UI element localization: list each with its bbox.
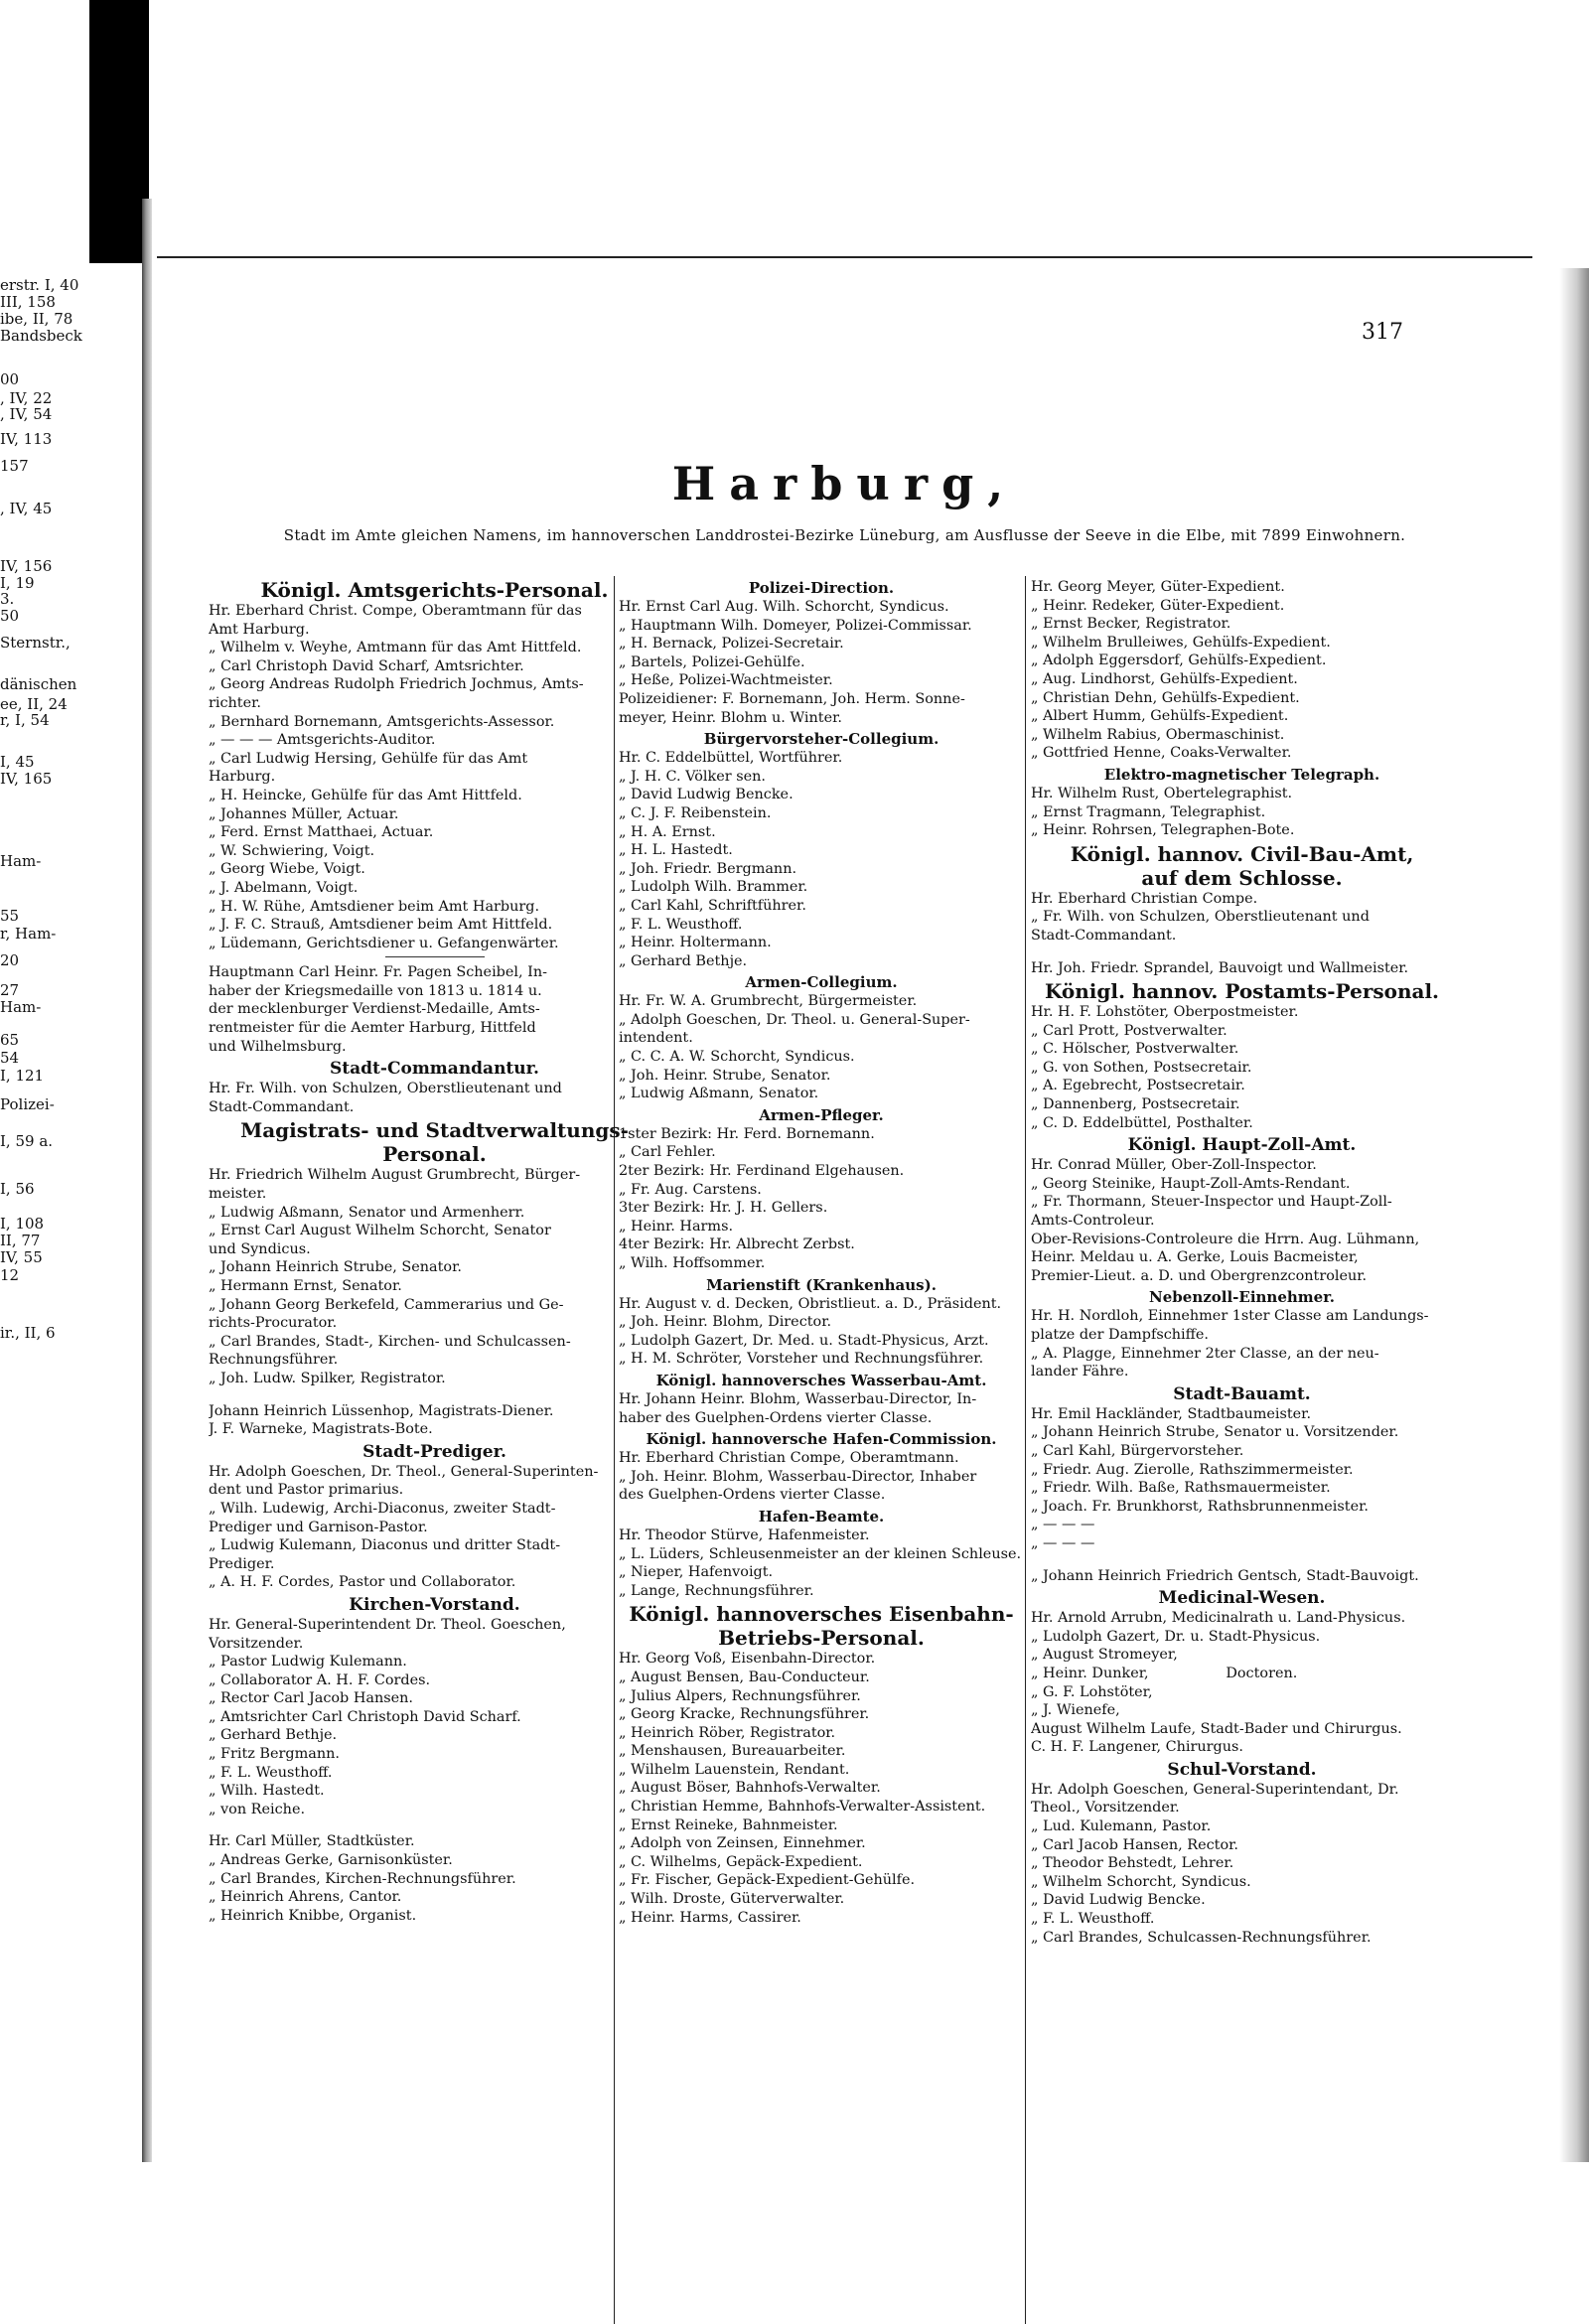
directory-entry: „ A. Egebrecht, Postsecretair. (1031, 1078, 1245, 1094)
directory-entry: „ A. H. F. Cordes, Pastor und Collaborator. (209, 1574, 516, 1591)
column-divider (1025, 576, 1026, 2324)
directory-entry: „ Heinr. Redeker, Güter-Expedient. (1031, 597, 1285, 614)
directory-entry: „ Lüdemann, Gerichtsdiener u. Gefangenwärter. (209, 935, 559, 951)
directory-entry: August Wilhelm Laufe, Stadt-Bader und Chirurgus. (1031, 1720, 1402, 1737)
directory-entry: „ Carl Prott, Postverwalter. (1031, 1022, 1228, 1039)
directory-entry: „ Johann Heinrich Strube, Senator. (209, 1259, 462, 1276)
facing-page-fragment: I, 121 (0, 1067, 45, 1085)
directory-entry: meyer, Heinr. Blohm u. Winter. (619, 709, 842, 726)
directory-entry: Hr. Fr. W. A. Grumbrecht, Bürgermeister. (619, 993, 918, 1010)
section-heading: Bürgervorsteher-Collegium. (703, 730, 939, 749)
directory-entry: „ Adolph Eggersdorf, Gehülfs-Expedient. (1031, 653, 1327, 669)
directory-entry: „ Joh. Heinr. Blohm, Wasserbau-Director, Inhaber (619, 1468, 977, 1485)
section-heading: Medicinal-Wesen. (1158, 1588, 1326, 1609)
section-heading: Hafen-Beamte. (758, 1507, 885, 1525)
facing-page-fragment: ee, II, 24 (0, 695, 68, 713)
directory-entry: des Guelphen-Ordens vierter Classe. (619, 1487, 886, 1504)
directory-entry: „ Dannenberg, Postsecretair. (1031, 1096, 1240, 1113)
facing-page-fragment: I, 56 (0, 1180, 35, 1198)
facing-page-fragment: IV, 165 (0, 770, 53, 788)
section-heading: Marienstift (Krankenhaus). (706, 1275, 937, 1294)
directory-entry: Ober-Revisions-Controleure die Hrrn. Aug. Lühmann, (1031, 1231, 1420, 1247)
section-heading: Königl. Amtsgerichts-Personal. (260, 578, 609, 602)
directory-entry: „ David Ludwig Bencke. (1031, 1892, 1206, 1909)
facing-page-fragment: I, 108 (0, 1215, 45, 1233)
facing-page-fragment: 20 (0, 951, 20, 969)
directory-entry: „ Fr. Thormann, Steuer-Inspector und Haupt-Zoll- (1031, 1194, 1392, 1211)
directory-entry: „ Carl Jacob Hansen, Rector. (1031, 1836, 1238, 1853)
directory-entry: „ Heinr. Holtermann. (619, 935, 772, 951)
directory-entry: „ F. L. Weusthoff. (1031, 1911, 1155, 1928)
section-heading: Nebenzoll-Einnehmer. (1149, 1288, 1335, 1307)
directory-section (1031, 1587, 1453, 1757)
directory-entry: „ David Ludwig Bencke. (619, 787, 794, 803)
facing-page-fragment: r, I, 54 (0, 711, 50, 729)
directory-entry: „ Wilhelm Schorcht, Syndicus. (1031, 1873, 1251, 1890)
directory-entry: haber des Guelphen-Ordens vierter Classe. (619, 1409, 933, 1426)
directory-entry: Hr. Fr. Wilh. von Schulzen, Oberstlieutenant und (209, 1081, 562, 1097)
directory-entry: „ Heinrich Röber, Registrator. (619, 1724, 836, 1741)
directory-entry: „ Ernst Reineke, Bahnmeister. (619, 1816, 838, 1833)
document-page (157, 256, 1532, 2145)
directory-section (1031, 1134, 1453, 1285)
facing-page-fragment: IV, 156 (0, 557, 53, 575)
directory-entry: „ — — — (1031, 1534, 1095, 1551)
directory-entry: „ Carl Kahl, Bürgervorsteher. (1031, 1442, 1244, 1459)
directory-entry: Hr. August v. d. Decken, Obristlieut. a. D., Präsident. (619, 1295, 1002, 1312)
directory-entry: „ Heinr. Harms. (619, 1218, 734, 1235)
section-heading: Armen-Collegium. (745, 973, 898, 992)
directory-entry: Stadt-Commandant. (1031, 927, 1177, 944)
directory-entry: Rechnungsführer. (209, 1352, 339, 1369)
directory-entry: Theol., Vorsitzender. (1031, 1800, 1180, 1816)
page-title: Harburg, (671, 457, 1018, 510)
directory-entry: „ H. Heincke, Gehülfe für das Amt Hittfeld. (209, 787, 522, 803)
directory-entry: „ Gerhard Bethje. (619, 952, 748, 969)
directory-entry: „ Aug. Lindhorst, Gehülfs-Expedient. (1031, 670, 1298, 687)
directory-entry: Hr. Adolph Goeschen, General-Superintendant, Dr. (1031, 1781, 1399, 1798)
directory-entry: „ G. F. Lohstöter, (1031, 1683, 1153, 1700)
directory-entry: Hr. Johann Heinr. Blohm, Wasserbau-Director, In- (619, 1390, 977, 1407)
directory-entry: „ Hauptmann Wilh. Domeyer, Polizei-Commissar. (619, 617, 972, 634)
directory-entry: „ Adolph von Zeinsen, Einnehmer. (619, 1835, 866, 1852)
directory-entry: richter. (209, 694, 261, 711)
directory-entry: „ Heße, Polizei-Wachtmeister. (619, 672, 833, 689)
book-spine-shadow (89, 0, 149, 263)
directory-entry: „ Lud. Kulemann, Pastor. (1031, 1818, 1212, 1835)
directory-entry: meister. (209, 1186, 267, 1203)
directory-entry: „ Fr. Fischer, Gepäck-Expedient-Gehülfe. (619, 1872, 916, 1889)
directory-section (1031, 842, 1453, 977)
directory-entry: lander Fähre. (1031, 1364, 1129, 1380)
directory-entry: „ Carl Brandes, Kirchen-Rechnungsführer. (209, 1870, 516, 1887)
directory-section (1031, 1759, 1453, 1947)
directory-entry: Prediger. (209, 1555, 275, 1572)
page-edge-shadow (1559, 268, 1589, 2162)
directory-entry: „ Bernhard Bornemann, Amtsgerichts-Assessor. (209, 713, 555, 730)
directory-entry: „ Albert Humm, Gehülfs-Expedient. (1031, 708, 1289, 725)
column-2 (619, 578, 1024, 1929)
directory-entry: „ Georg Andreas Rudolph Friedrich Jochmus, Amts- (209, 676, 584, 693)
directory-entry: Hauptmann Carl Heinr. Fr. Pagen Scheibel, In- (209, 964, 547, 981)
column-3 (1031, 578, 1453, 1949)
directory-entry: Heinr. Meldau u. A. Gerke, Louis Bacmeister, (1031, 1249, 1359, 1266)
directory-entry: Hr. Theodor Stürve, Hafenmeister. (619, 1526, 870, 1543)
directory-entry: „ C. D. Eddelbüttel, Posthalter. (1031, 1114, 1253, 1131)
section-heading: Königl. hannoversche Hafen-Commission. (646, 1430, 997, 1449)
directory-entry: platze der Dampfschiffe. (1031, 1327, 1209, 1343)
directory-entry: „ Julius Alpers, Rechnungsführer. (619, 1687, 861, 1704)
directory-entry: „ August Stromeyer, (1031, 1647, 1178, 1664)
directory-entry: „ Nieper, Hafenvoigt. (619, 1564, 774, 1581)
section-heading: Königl. hannov. Postamts-Personal. (1044, 979, 1440, 1004)
directory-entry: „ H. A. Ernst. (619, 823, 716, 840)
directory-entry: Hr. Friedrich Wilhelm August Grumbrecht, Bürger- (209, 1167, 581, 1184)
directory-entry: „ Johannes Müller, Actuar. (209, 805, 399, 822)
directory-entry: dent und Pastor primarius. (209, 1482, 404, 1499)
directory-entry: Hr. Carl Müller, Stadtküster. (209, 1833, 415, 1850)
directory-entry: „ J. H. C. Völker sen. (619, 768, 766, 785)
directory-entry: „ Christian Hemme, Bahnhofs-Verwalter-Assistent. (619, 1799, 986, 1816)
directory-entry: „ Wilhelm Brulleiwes, Gehülfs-Expedient. (1031, 634, 1331, 651)
facing-page-fragment: II, 77 (0, 1232, 41, 1249)
directory-entry: haber der Kriegsmedaille von 1813 u. 1814 u. (209, 982, 542, 999)
directory-entry: C. H. F. Langener, Chirurgus. (1031, 1739, 1243, 1756)
directory-entry: 3ter Bezirk: Hr. J. H. Gellers. (619, 1200, 828, 1217)
page-number: 317 (1362, 320, 1403, 345)
directory-entry: „ Carl Christoph David Scharf, Amtsrichter. (209, 657, 524, 674)
facing-page-fragment: Bandsbeck (0, 327, 82, 345)
facing-page-fragment: ibe, II, 78 (0, 310, 73, 328)
directory-entry: „ Ludolph Gazert, Dr. u. Stadt-Physicus. (1031, 1628, 1321, 1645)
directory-section (1031, 1287, 1453, 1380)
directory-entry: „ J. Wienefe, (1031, 1702, 1120, 1719)
facing-page-fragment: IV, 113 (0, 430, 53, 448)
directory-entry: „ Ferd. Ernst Matthaei, Actuar. (209, 824, 434, 841)
directory-entry: „ Wilhelm v. Weyhe, Amtmann für das Amt Hittfeld. (209, 640, 582, 656)
facing-page-fragment: Ham- (0, 852, 42, 870)
directory-entry: Hr. Emil Hackländer, Stadtbaumeister. (1031, 1405, 1312, 1422)
section-heading: Königl. hannoversches Wasserbau-Amt. (655, 1371, 987, 1389)
directory-entry: „ Joh. Heinr. Blohm, Director. (619, 1314, 832, 1331)
facing-page-fragment: 55 (0, 907, 20, 925)
directory-section (209, 1594, 660, 1926)
directory-entry: „ August Bensen, Bau-Conducteur. (619, 1669, 870, 1685)
directory-entry: intendent. (619, 1030, 693, 1047)
directory-entry: „ Heinr. Dunker, Doctoren. (1031, 1665, 1298, 1681)
directory-section (619, 1429, 1024, 1505)
directory-entry: „ Carl Fehler. (619, 1144, 716, 1161)
directory-entry: „ H. M. Schröter, Vorsteher und Rechnungsführer. (619, 1351, 984, 1368)
directory-entry: Premier-Lieut. a. D. und Obergrenzcontroleur. (1031, 1267, 1368, 1284)
facing-page-fragment: ir., II, 6 (0, 1324, 56, 1342)
entry-separator (1031, 945, 1453, 959)
directory-entry: „ W. Schwiering, Voigt. (209, 842, 375, 859)
entry-separator (1031, 1553, 1453, 1567)
directory-entry: „ Heinrich Knibbe, Organist. (209, 1907, 417, 1924)
facing-page-fragment: 157 (0, 457, 29, 475)
facing-page-fragment: 12 (0, 1266, 20, 1284)
facing-page-fragment: 00 (0, 370, 20, 388)
section-heading: Königl. hannoversches Eisenbahn- Betriebs-Personal. (629, 1602, 1014, 1651)
directory-entry: „ Adolph Goeschen, Dr. Theol. u. General-Super- (619, 1011, 970, 1028)
directory-section (619, 1105, 1024, 1273)
directory-section (619, 1602, 1024, 1927)
directory-entry: „ Johann Heinrich Friedrich Gentsch, Stadt-Bauvoigt. (1031, 1567, 1419, 1584)
facing-page-fragment: , IV, 54 (0, 405, 53, 423)
facing-page-fragment: III, 158 (0, 293, 56, 311)
page-gutter (142, 199, 152, 2162)
facing-page-fragment: I, 45 (0, 753, 35, 771)
directory-entry: Hr. Joh. Friedr. Sprandel, Bauvoigt und Wallmeister. (1031, 959, 1409, 976)
directory-entry: „ Heinrich Ahrens, Cantor. (209, 1889, 402, 1906)
directory-entry: „ Amtsrichter Carl Christoph David Scharf. (209, 1708, 521, 1725)
directory-entry: Hr. Ernst Carl Aug. Wilh. Schorcht, Syndicus. (619, 599, 949, 615)
directory-entry: Hr. C. Eddelbüttel, Wortführer. (619, 750, 843, 767)
directory-section (619, 1371, 1024, 1427)
directory-entry: 2ter Bezirk: Hr. Ferdinand Elgehausen. (619, 1163, 905, 1180)
directory-section (209, 578, 660, 1056)
directory-entry: „ H. W. Rühe, Amtsdiener beim Amt Harburg. (209, 898, 540, 915)
directory-entry: „ Georg Wiebe, Voigt. (209, 861, 365, 878)
directory-entry: „ Joh. Friedr. Bergmann. (619, 860, 797, 877)
directory-entry: richts-Procurator. (209, 1315, 338, 1332)
directory-section (1031, 765, 1453, 840)
section-heading: Stadt-Commandantur. (330, 1059, 539, 1080)
facing-page-fragment: r, Ham- (0, 925, 57, 943)
directory-entry: Hr. General-Superintendent Dr. Theol. Goeschen, (209, 1616, 566, 1633)
directory-entry: rentmeister für die Aemter Harburg, Hittfeld (209, 1020, 536, 1037)
directory-entry: Amt Harburg. (209, 621, 310, 638)
directory-entry: Hr. H. F. Lohstöter, Oberpostmeister. (1031, 1004, 1299, 1021)
directory-section (1031, 578, 1453, 763)
directory-entry: „ L. Lüders, Schleusenmeister an der kleinen Schleuse. (619, 1545, 1022, 1562)
directory-entry: Polizeidiener: F. Bornemann, Joh. Herm. Sonne- (619, 690, 965, 707)
directory-entry: „ Bartels, Polizei-Gehülfe. (619, 654, 805, 670)
directory-entry: „ Wilhelm Rabius, Obermaschinist. (1031, 726, 1285, 743)
facing-page-fragment: Ham- (0, 998, 42, 1016)
facing-page-fragment: 65 (0, 1031, 20, 1049)
directory-entry: „ A. Plagge, Einnehmer 2ter Classe, an der neu- (1031, 1345, 1379, 1362)
entry-separator (209, 1818, 660, 1832)
directory-section (619, 972, 1024, 1103)
directory-entry: „ Carl Kahl, Schriftführer. (619, 897, 806, 914)
facing-page-fragment: 54 (0, 1049, 20, 1067)
directory-entry: „ Johann Georg Berkefeld, Cammerarius und Ge- (209, 1296, 564, 1313)
section-heading: Kirchen-Vorstand. (349, 1594, 520, 1615)
facing-page-fragment: 50 (0, 607, 20, 625)
directory-entry: „ Wilh. Ludewig, Archi-Diaconus, zweiter Stadt- (209, 1500, 556, 1517)
entry-separator (209, 1388, 660, 1402)
facing-page-fragment: , IV, 45 (0, 500, 53, 517)
section-heading: Königl. hannov. Civil-Bau-Amt, auf dem Schlosse. (1070, 841, 1414, 890)
directory-entry: „ Hermann Ernst, Senator. (209, 1278, 402, 1294)
directory-section (209, 1118, 660, 1438)
directory-entry: „ Johann Heinrich Strube, Senator u. Vorsitzender. (1031, 1424, 1399, 1441)
directory-entry: „ Gottfried Henne, Coaks-Verwalter. (1031, 745, 1292, 762)
facing-page-fragment: erstr. I, 40 (0, 276, 79, 294)
directory-entry: „ Pastor Ludwig Kulemann. (209, 1654, 407, 1670)
directory-entry: „ Menshausen, Bureauarbeiter. (619, 1743, 846, 1760)
directory-entry: Hr. Eberhard Christian Compe, Oberamtmann. (619, 1450, 959, 1467)
directory-entry: „ F. L. Weusthoff. (209, 1764, 333, 1781)
directory-entry: „ F. L. Weusthoff. (619, 916, 743, 933)
directory-section (1031, 1383, 1453, 1585)
directory-section (619, 1275, 1024, 1369)
facing-page-fragment: I, 59 a. (0, 1132, 54, 1150)
directory-entry: Hr. Georg Voß, Eisenbahn-Director. (619, 1651, 876, 1668)
directory-entry: „ Joh. Ludw. Spilker, Registrator. (209, 1370, 446, 1386)
facing-page-fragment: , IV, 22 (0, 389, 53, 407)
directory-entry: „ Wilh. Droste, Güterverwalter. (619, 1891, 845, 1908)
directory-entry: „ Ernst Tragmann, Telegraphist. (1031, 803, 1266, 820)
page-subtitle: Stadt im Amte gleichen Namens, im hannoverschen Landdrostei-Bezirke Lüneburg, am Ausflusse der Seeve in die Elbe, mit 7899 Einwohnern. (283, 526, 1406, 544)
directory-section (619, 578, 1024, 727)
directory-entry: „ Ernst Becker, Registrator. (1031, 616, 1231, 633)
directory-section (619, 729, 1024, 970)
section-heading: Stadt-Prediger. (362, 1441, 506, 1462)
directory-entry: „ H. L. Hastedt. (619, 842, 733, 859)
directory-entry: „ Theodor Behstedt, Lehrer. (1031, 1855, 1234, 1872)
directory-entry: Hr. Conrad Müller, Ober-Zoll-Inspector. (1031, 1157, 1317, 1174)
directory-entry: „ — — — Amtsgerichts-Auditor. (209, 732, 436, 749)
directory-entry: Stadt-Commandant. (209, 1098, 355, 1115)
directory-entry: „ C. Wilhelms, Gepäck-Expedient. (619, 1853, 863, 1870)
directory-entry: „ Ludwig Aßmann, Senator. (619, 1086, 819, 1102)
directory-entry: Hr. H. Nordloh, Einnehmer 1ster Classe am Landungs- (1031, 1308, 1429, 1325)
directory-entry: „ Ludwig Aßmann, Senator und Armenherr. (209, 1204, 525, 1221)
directory-entry: „ August Böser, Bahnhofs-Verwalter. (619, 1780, 881, 1797)
directory-entry: „ — — — (1031, 1517, 1095, 1533)
facing-page-fragment: 27 (0, 981, 20, 999)
directory-entry: „ Carl Brandes, Schulcassen-Rechnungsführer. (1031, 1929, 1372, 1946)
section-heading: Stadt-Bauamt. (1173, 1383, 1311, 1404)
directory-entry: „ Collaborator A. H. F. Cordes. (209, 1671, 431, 1688)
directory-entry: J. F. Warneke, Magistrats-Bote. (209, 1421, 433, 1438)
directory-entry: „ Fr. Wilh. von Schulzen, Oberstlieutenant und (1031, 909, 1370, 926)
directory-entry: „ Ludolph Gazert, Dr. Med. u. Stadt-Physicus, Arzt. (619, 1332, 989, 1349)
directory-entry: „ von Reiche. (209, 1801, 306, 1817)
facing-page-fragment: Sternstr., (0, 634, 71, 652)
directory-entry: „ Ludwig Kulemann, Diaconus und dritter Stadt- (209, 1537, 561, 1554)
directory-entry: „ Heinr. Rohrsen, Telegraphen-Bote. (1031, 822, 1295, 839)
section-heading: Magistrats- und Stadtverwaltungs- Personal. (240, 1118, 629, 1167)
facing-page-edge (0, 248, 139, 2135)
directory-entry: „ Georg Kracke, Rechnungsführer. (619, 1706, 870, 1723)
directory-entry: „ Carl Brandes, Stadt-, Kirchen- und Schulcassen- (209, 1333, 571, 1350)
section-heading: Polizei-Direction. (748, 579, 895, 597)
directory-section (1031, 979, 1453, 1132)
section-heading: Elektro-magnetischer Telegraph. (1103, 765, 1380, 784)
directory-entry: „ Carl Ludwig Hersing, Gehülfe für das Amt (209, 750, 528, 767)
directory-entry: „ H. Bernack, Polizei-Secretair. (619, 636, 844, 653)
directory-entry: „ Ludolph Wilh. Brammer. (619, 879, 808, 896)
directory-entry: Johann Heinrich Lüssenhop, Magistrats-Diener. (209, 1402, 554, 1419)
directory-entry: Harburg. (209, 769, 276, 786)
directory-entry: 1ster Bezirk: Hr. Ferd. Bornemann. (619, 1125, 875, 1142)
facing-page-fragment: IV, 55 (0, 1248, 43, 1266)
directory-entry: und Wilhelmsburg. (209, 1038, 347, 1055)
directory-entry: „ Fritz Bergmann. (209, 1746, 340, 1763)
facing-page-fragment: dänischen (0, 675, 77, 693)
directory-entry: „ Joach. Fr. Brunkhorst, Rathsbrunnenmeister. (1031, 1498, 1369, 1515)
directory-entry: und Syndicus. (209, 1240, 311, 1257)
directory-entry: Hr. Adolph Goeschen, Dr. Theol., General-Superinten- (209, 1463, 599, 1480)
directory-entry: Vorsitzender. (209, 1635, 304, 1652)
directory-section (619, 1507, 1024, 1600)
directory-entry: „ Fr. Aug. Carstens. (619, 1181, 762, 1198)
directory-entry: Hr. Eberhard Christian Compe. (1031, 890, 1258, 907)
column-1 (209, 578, 660, 1927)
section-heading: Königl. Haupt-Zoll-Amt. (1127, 1135, 1357, 1156)
directory-entry: „ J. Abelmann, Voigt. (209, 879, 359, 896)
directory-entry: „ Gerhard Bethje. (209, 1727, 338, 1744)
facing-page-fragment: Polizei- (0, 1095, 55, 1113)
directory-entry: „ Andreas Gerke, Garnisonküster. (209, 1852, 453, 1869)
facing-page-fragment: I, 19 (0, 574, 35, 592)
section-heading: Schul-Vorstand. (1167, 1759, 1317, 1780)
directory-entry: „ Wilh. Hastedt. (209, 1783, 325, 1800)
directory-entry: Hr. Georg Meyer, Güter-Expedient. (1031, 579, 1285, 595)
directory-entry: „ Wilhelm Lauenstein, Rendant. (619, 1761, 850, 1778)
directory-entry: „ C. Hölscher, Postverwalter. (1031, 1041, 1239, 1058)
directory-entry: der mecklenburger Verdienst-Medaille, Amts- (209, 1001, 540, 1018)
directory-entry: „ C. J. F. Reibenstein. (619, 804, 772, 821)
section-heading: Armen-Pfleger. (759, 1105, 884, 1124)
directory-entry: „ Friedr. Wilh. Baße, Rathsmauermeister. (1031, 1480, 1331, 1497)
directory-entry: „ Wilh. Hoffsommer. (619, 1255, 766, 1271)
directory-entry: „ Rector Carl Jacob Hansen. (209, 1690, 413, 1707)
directory-entry: „ Friedr. Aug. Zierolle, Rathszimmermeister. (1031, 1461, 1354, 1478)
directory-entry: 4ter Bezirk: Hr. Albrecht Zerbst. (619, 1236, 855, 1253)
directory-section (209, 1058, 660, 1116)
directory-entry: „ Ernst Carl August Wilhelm Schorcht, Senator (209, 1223, 551, 1239)
directory-entry: „ J. F. C. Strauß, Amtsdiener beim Amt Hittfeld. (209, 917, 553, 934)
facing-page-fragment: 3. (0, 590, 15, 608)
directory-entry: „ Joh. Heinr. Strube, Senator. (619, 1067, 831, 1084)
directory-entry: Prediger und Garnison-Pastor. (209, 1519, 428, 1535)
entry-separator (385, 956, 485, 957)
directory-entry: Hr. Eberhard Christ. Compe, Oberamtmann für das (209, 603, 582, 619)
directory-entry: Hr. Wilhelm Rust, Obertelegraphist. (1031, 785, 1293, 801)
directory-entry: Amts-Controleur. (1031, 1213, 1155, 1230)
directory-entry: „ Georg Steinike, Haupt-Zoll-Amts-Rendant. (1031, 1175, 1351, 1192)
directory-section (209, 1441, 660, 1592)
directory-entry: „ G. von Sothen, Postsecretair. (1031, 1059, 1252, 1076)
directory-entry: „ C. C. A. W. Schorcht, Syndicus. (619, 1049, 855, 1066)
directory-entry: „ Christian Dehn, Gehülfs-Expedient. (1031, 689, 1300, 706)
directory-entry: „ Heinr. Harms, Cassirer. (619, 1909, 801, 1926)
directory-entry: „ Lange, Rechnungsführer. (619, 1582, 814, 1599)
directory-entry: Hr. Arnold Arrubn, Medicinalrath u. Land-Physicus. (1031, 1610, 1406, 1627)
